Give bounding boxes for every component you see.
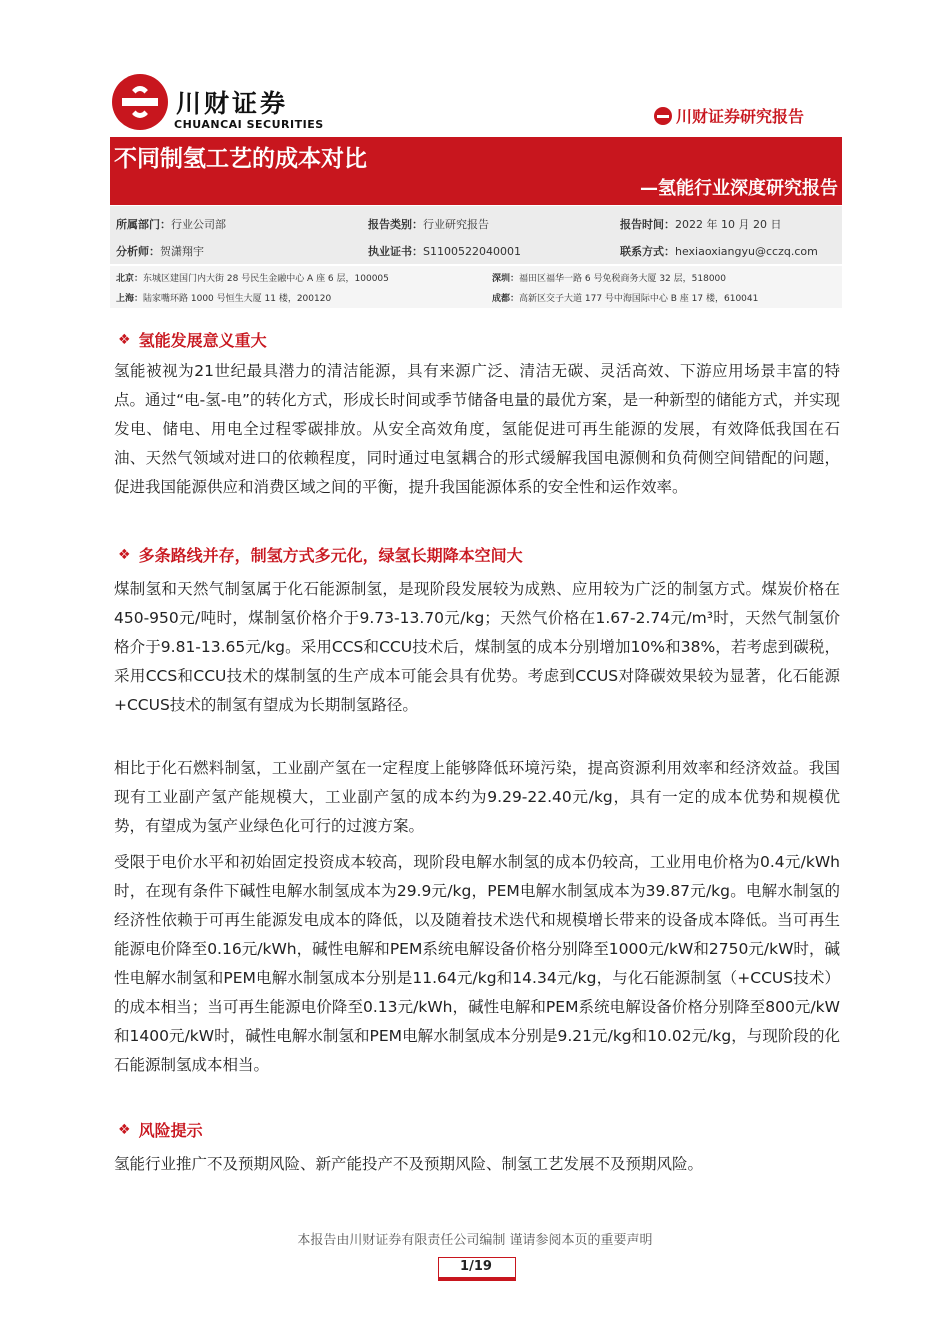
address-beijing: 北京：东城区建国门内大街 28 号民生金融中心 A 座 6 层，100005 — [116, 274, 389, 284]
page-number-underline — [438, 1277, 516, 1280]
meta-contact: 联系方式：hexiaoxiangyu@cczq.com — [620, 245, 818, 258]
section-title: 多条路线并存，制氢方式多元化，绿氢长期降本空间大 — [138, 546, 523, 565]
meta-cert: 执业证书：S1100522040001 — [368, 245, 521, 258]
section-title: 氢能发展意义重大 — [138, 331, 267, 350]
section-heading-1 — [118, 328, 267, 351]
report-series-label — [654, 104, 804, 127]
section-heading-3 — [118, 1118, 203, 1141]
section-1-paragraph: 氢能被视为21世纪最具潜力的清洁能源，具有来源广泛、清洁无碳、灵活高效、下游应用场景丰富的特点。通过“电-氢-电”的转化方式，形成长时间或季节储备电量的最优方案，是一种新型的储能方式，并实现发电、储电、用电全过程零碳排放。从安全高效角度，氢能促进可再生能源的发展，有效降低我国在石油、天然气领域对进口的依赖程度，同时通过电氢耦合的形式缓解我国电源侧和负荷侧空间错配的问题，促进我国能源供应和消费区域之间的平衡，提升我国能源体系的安全性和运作效率。 — [114, 362, 840, 496]
section-heading-2 — [118, 543, 523, 566]
meta-type: 报告类别：行业研究报告 — [368, 218, 489, 231]
section-2-paragraph-1: 煤制氢和天然气制氢属于化石能源制氢，是现阶段发展较为成熟、应用较为广泛的制氢方式。煤炭价格在450-950元/吨时，煤制氢价格介于9.73-13.70元/kg；天然气价格在1.67-2.74元/m³时，天然气制氢价格介于9.81-13.65元/kg。采用CCS和CCU技术后，煤制氢的成本分别增加10%和38%，若考虑到碳税，采用CCS和CCU技术的煤制氢的生产成本可能会具有优势。考虑到CCUS对降碳效果较为显著，化石能源+CCUS技术的制氢有望成为长期制氢路径。 — [114, 580, 840, 714]
meta-analyst: 分析师：贺潇翔宇 — [116, 245, 204, 258]
section-2-paragraph-3: 受限于电价水平和初始固定投资成本较高，现阶段电解水制氢的成本仍较高，工业用电价格为0.4元/kWh时，在现有条件下碱性电解水制氢成本为29.9元/kg，PEM电解水制氢成本为39.87元/kg。电解水制氢的经济性依赖于可再生能源发电成本的降低，以及随着技术迭代和规模增长带来的设备成本降低。当可再生能源电价降至0.16元/kWh，碱性电解和PEM系统电解设备价格分别降至1000元/kW和2750元/kW时，碱性电解水制氢和PEM电解水制氢成本分别是11.64元/kg和14.34元/kg，与化石能源制氢（+CCUS技术）的成本相当；当可再生能源电价降至0.13元/kWh，碱性电解和PEM系统电解设备价格分别降至800元/kW和1400元/kW时，碱性电解水制氢和PEM电解水制氢成本分别是9.21元/kg和10.02元/kg，与现阶段的化石能源制氢成本相当。 — [114, 853, 840, 1074]
meta-time: 报告时间：2022 年 10 月 20 日 — [620, 218, 782, 231]
report-title: 不同制氢工艺的成本对比 — [114, 146, 367, 172]
report-subtitle: —氢能行业深度研究报告 — [640, 178, 838, 199]
section-2-paragraph-2: 相比于化石燃料制氢，工业副产氢在一定程度上能够降低环境污染，提高资源利用效率和经济效益。我国现有工业副产氢产能规模大，工业副产氢的成本约为9.29-22.40元/kg，具有一定的成本优势和规模优势，有望成为氢产业绿色化可行的过渡方案。 — [114, 759, 840, 835]
section-3-paragraph: 氢能行业推广不及预期风险、新产能投产不及预期风险、制氢工艺发展不及预期风险。 — [114, 1155, 704, 1173]
company-name-en: CHUANCAI SECURITIES — [174, 118, 324, 131]
diamond-icon: ❖ — [118, 546, 131, 563]
page-number: 1/19 — [460, 1259, 492, 1274]
mini-logo-icon — [654, 107, 672, 125]
report-series-text: 川财证券研究报告 — [676, 107, 805, 126]
diamond-icon: ❖ — [118, 331, 131, 348]
address-shanghai: 上海：陆家嘴环路 1000 号恒生大厦 11 楼，200120 — [116, 294, 332, 304]
company-name-cn: 川财证券 — [176, 89, 289, 118]
company-logo-icon — [112, 74, 168, 130]
diamond-icon: ❖ — [118, 1121, 131, 1138]
meta-dept: 所属部门：行业公司部 — [116, 218, 226, 231]
section-title: 风险提示 — [138, 1121, 203, 1140]
address-shenzhen: 深圳：福田区福华一路 6 号免税商务大厦 32 层，518000 — [492, 274, 726, 284]
footer-disclaimer: 本报告由川财证券有限责任公司编制 谨请参阅本页的重要声明 — [297, 1233, 653, 1248]
address-chengdu: 成都：高新区交子大道 177 号中海国际中心 B 座 17 楼，610041 — [492, 294, 759, 304]
